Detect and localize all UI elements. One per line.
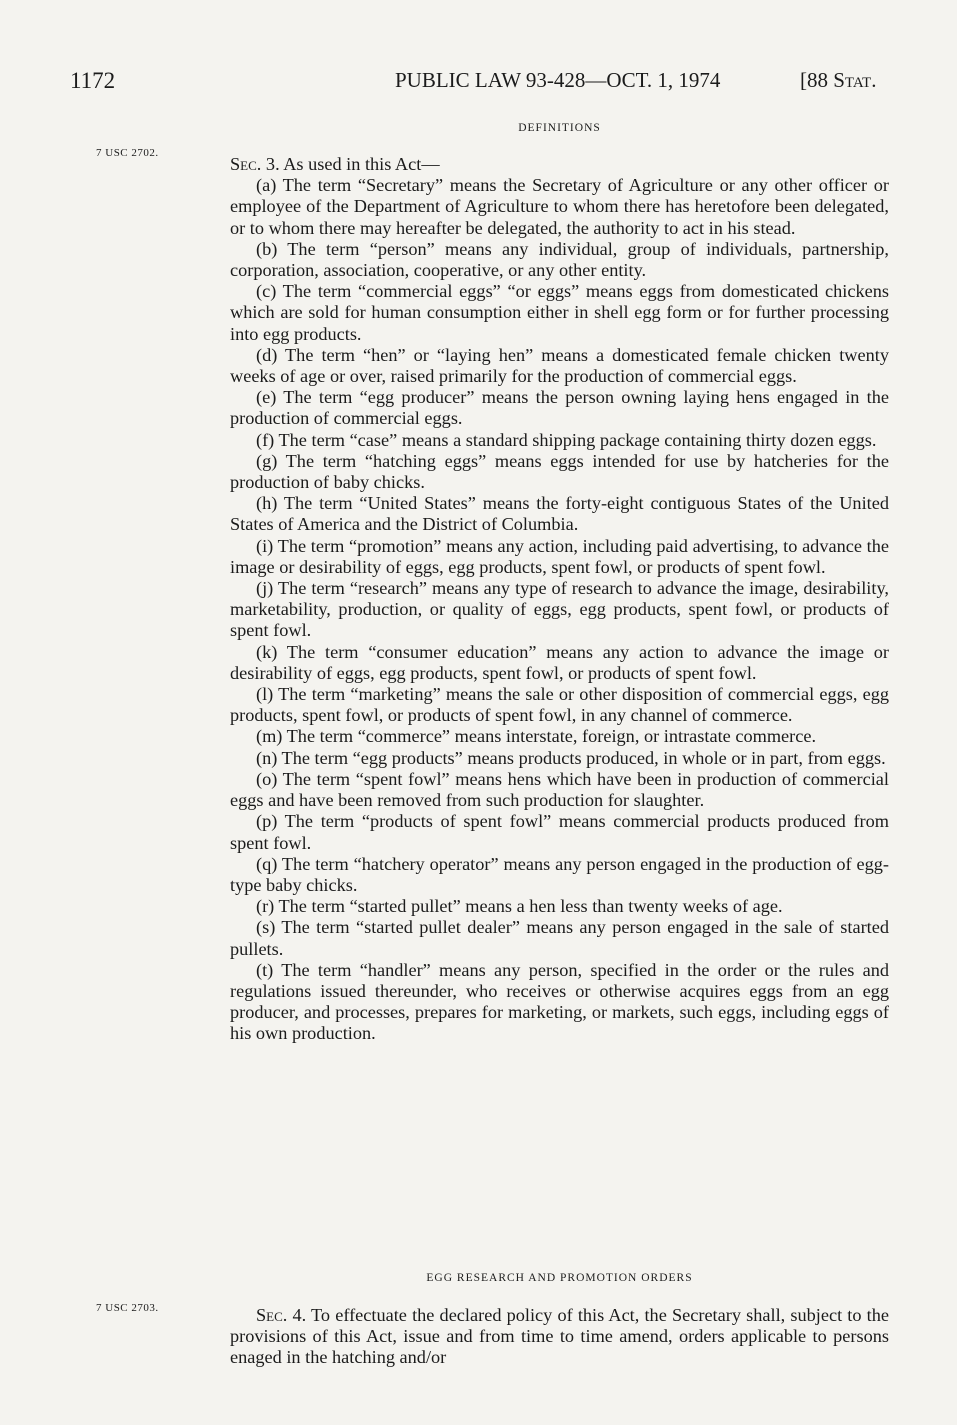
orders-body bbox=[230, 1305, 889, 1369]
statute-label: Stat. bbox=[833, 68, 877, 92]
definition-paragraph: (m) The term “commerce” means interstate, foreign, or intrastate commerce. bbox=[256, 726, 817, 747]
definition-paragraph: (c) The term “commercial eggs” “or eggs” means eggs from domesticated chickens which are sold for human consumption either in shell egg form or for further processing into egg products. bbox=[230, 281, 889, 344]
definition-paragraph: (n) The term “egg products” means products produced, in whole or in part, from eggs. bbox=[256, 747, 886, 768]
definition-paragraph: (r) The term “started pullet” means a hen less than twenty weeks of age. bbox=[256, 896, 783, 917]
definition-paragraph: (f) The term “case” means a standard shipping package containing thirty dozen eggs. bbox=[256, 429, 877, 450]
definition-paragraph: (i) The term “promotion” means any action, including paid advertising, to advance the image or desirability of eggs, egg products, spent fowl, or products of spent fowl. bbox=[230, 535, 889, 577]
definition-paragraph: (o) The term “spent fowl” means hens which have been in production of commercial eggs and have been removed from such production for slaughter. bbox=[230, 768, 889, 811]
definition-paragraph: (d) The term “hen” or “laying hen” means a domesticated female chicken twenty weeks of age or over, raised primarily for the production of commercial eggs. bbox=[230, 344, 889, 387]
section-4-text: 4. To effectuate the declared policy of this Act, the Secretary shall, subject to the provisions of this Act, issue and from time to time amend, orders applicable to persons enaged in the hatching and/or bbox=[230, 1305, 889, 1368]
definition-paragraph: (j) The term “research” means any type of research to advance the image, desirability, marketability, production, or quality of eggs, egg products, spent fowl, or products of spent fowl. bbox=[230, 578, 889, 641]
section-intro: 3. As used in this Act— bbox=[261, 154, 440, 174]
margin-citation-2702: 7 USC 2702. bbox=[96, 147, 159, 159]
section-3-opening bbox=[230, 154, 889, 175]
definition-paragraph: (h) The term “United States” means the forty-eight contiguous States of the United States of America and the District of Columbia. bbox=[230, 493, 889, 535]
definitions-body bbox=[230, 154, 889, 1045]
definition-paragraph: (q) The term “hatchery operator” means any person engaged in the production of egg-type baby chicks. bbox=[230, 853, 889, 895]
definition-paragraph: (p) The term “products of spent fowl” means commercial products produced from spent fowl. bbox=[230, 811, 889, 853]
definition-paragraph: (a) The term “Secretary” means the Secretary of Agriculture or any other officer or employee of the Department of Agriculture to whom there has heretofore been delegated, or to whom there may hereafter be delegated, the authority to act in his stead. bbox=[230, 175, 889, 238]
definition-paragraph: (t) The term “handler” means any person, specified in the order or the rules and regulations issued thereunder, who receives or otherwise acquires eggs from an egg producer, and processes, prepares for marketing, or markets, such eggs, including eggs of his own production. bbox=[230, 959, 889, 1044]
running-header-title: PUBLIC LAW 93-428—OCT. 1, 1974 bbox=[395, 68, 721, 92]
definition-paragraph: (g) The term “hatching eggs” means eggs intended for use by hatcheries for the production of baby chicks. bbox=[230, 450, 889, 493]
definition-paragraph: (k) The term “consumer education” means any action to advance the image or desirability of eggs, egg products, spent fowl, or products of spent fowl. bbox=[230, 641, 889, 683]
definition-paragraph: (l) The term “marketing” means the sale or other disposition of commercial eggs, egg products, spent fowl, or products of spent fowl, in any channel of commerce. bbox=[230, 684, 889, 726]
definition-paragraph: (s) The term “started pullet dealer” means any person engaged in the sale of started pullets. bbox=[230, 917, 889, 959]
section-heading-orders: EGG RESEARCH AND PROMOTION ORDERS bbox=[426, 1272, 693, 1284]
section-label: Sec. bbox=[256, 1305, 288, 1325]
section-4-paragraph bbox=[230, 1305, 889, 1369]
definition-paragraph: (e) The term “egg producer” means the person owning laying hens engaged in the production of commercial eggs. bbox=[230, 387, 889, 429]
statute-reference bbox=[800, 68, 876, 93]
section-heading-definitions: DEFINITIONS bbox=[518, 122, 601, 134]
definition-paragraph: (b) The term “person” means any individual, group of individuals, partnership, corporation, association, cooperative, or any other entity. bbox=[230, 238, 889, 281]
section-label: Sec. bbox=[230, 154, 262, 174]
statute-bracket: [88 bbox=[800, 68, 834, 92]
margin-citation-2703: 7 USC 2703. bbox=[96, 1302, 159, 1314]
page-number: 1172 bbox=[70, 68, 116, 93]
